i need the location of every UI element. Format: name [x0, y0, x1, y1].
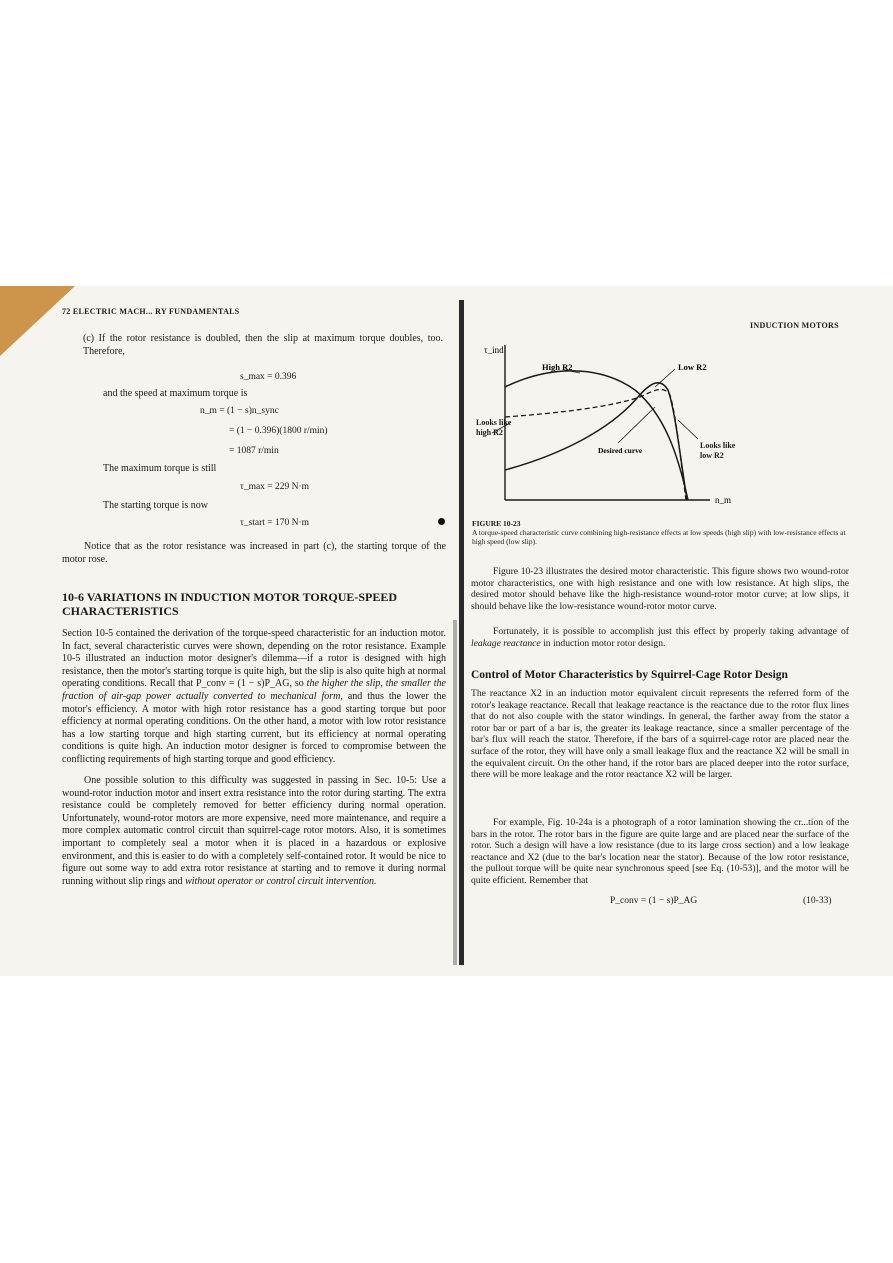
x-axis-label: n_m	[715, 495, 732, 505]
left-running-head: 72 ELECTRIC MACH... RY FUNDAMENTALS	[62, 307, 240, 316]
section-paragraph-1	[62, 628, 446, 767]
right-paragraph-4: For example, Fig. 10-24a is a photograph of a rotor lamination showing the cr...tion of the bars in the rotor. The rotor bars in the figure are quite large and are placed near the surface of the rotor. Such a design will have a low resistance (due to its large cross section) and a low leakage reactance and X2 (due to the bar's location near the stator). Because of the low rotor resistance, the pullout torque will be quite near synchronous speed [see Eq. (10-53)], and the motor will be quite efficient. Remember that	[471, 817, 849, 886]
right-subheading: Control of Motor Characteristics by Squirrel-Cage Rotor Design	[471, 669, 788, 681]
para1-italic: the higher the slip, the smaller the fraction of air-gap power actually converted to mechanical form,	[62, 678, 446, 702]
eq-smax: s_max = 0.396	[240, 372, 297, 382]
label-looks-like-high: Looks like high R2	[476, 418, 512, 437]
para2-italic: without operator or control circuit intervention.	[185, 875, 377, 887]
eq-pconv: P_conv = (1 − s)P_AG	[610, 896, 698, 906]
figure-caption	[472, 519, 852, 546]
figure-caption-text: A torque-speed characteristic curve combining high-resistance effects at low speeds (high slip) with low-resistance effects at high speed (low slip).	[472, 528, 846, 546]
high-r2-curve	[505, 371, 688, 500]
para1-text-b: and thus the lower the motor's efficiency. A motor with high rotor resistance has a good starting torque but poor efficiency at normal operating conditions. On the other hand, a motor with low rotor resistance has a low starting torque and high starting current, but its efficiency at normal operating conditions is quite high. An induction motor designer is forced to compromise between the conflicting requirements of high starting torque and good efficiency.	[62, 690, 446, 765]
right-para2-text-b: in induction motor rotor design.	[540, 637, 666, 649]
right-paragraph-2	[471, 626, 849, 649]
speed-intro: and the speed at maximum torque is	[103, 388, 248, 399]
end-of-example-bullet	[438, 518, 445, 525]
right-para2-text-a: Fortunately, it is possible to accomplish just this effect by properly taking advantage of	[493, 626, 849, 637]
low-r2-leader	[655, 369, 675, 387]
book-gutter	[459, 300, 464, 965]
right-paragraph-1: Figure 10-23 illustrates the desired motor characteristic. This figure shows two wound-rotor motor characteristics, one with high resistance and one with low resistance. At high slips, the desired motor should behave like the high-resistance wound-rotor motor curve; at low slips, it should behave like the low-resistance wound-rotor motor curve.	[471, 566, 849, 612]
eq-nm-1: n_m = (1 − s)n_sync	[200, 406, 279, 416]
eq-number: (10-33)	[803, 896, 832, 906]
scan-corner-shadow	[0, 286, 75, 356]
label-low-r2: Low R2	[678, 362, 707, 372]
eq-tstart: τ_start = 170 N·m	[240, 518, 310, 528]
torque-intro: The maximum torque is still	[103, 463, 217, 474]
low-r2-curve	[505, 383, 687, 500]
eq-nm-3: = 1087 r/min	[229, 446, 279, 456]
eq-nm-2: = (1 − 0.396)(1800 r/min)	[229, 426, 328, 436]
para2-text-a: One possible solution to this difficulty was suggested in passing in Sec. 10-5: Use a wound-rotor induction motor and insert extra resistance into the rotor during starting. The extra resistance could be completely removed for better efficiency during normal operation. Unfortunately, wound-rotor motors are more expensive, need more maintenance, and require a more complex automatic control circuit than squirrel-cage rotor motors. Also, it is sometimes important to completely seal a motor when it is placed in a hazardous or explosive environment, and this is easier to do with a completely self-contained rotor. It would be nice to figure out some way to add extra rotor resistance at starting and to remove it during normal running without slip rings and	[62, 775, 446, 887]
right-running-head: INDUCTION MOTORS	[750, 321, 839, 330]
section-paragraph-2	[62, 775, 446, 888]
y-axis-label: τ_ind	[484, 345, 504, 355]
label-high-r2: High R2	[542, 362, 573, 372]
figure-caption-label: FIGURE 10-23	[472, 519, 521, 528]
right-paragraph-3: The reactance X2 in an induction motor equivalent circuit represents the referred form of the rotor's leakage reactance. Recall that leakage reactance is the reactance due to the rotor flux lines that do not also couple with the stator windings. In general, the farther away from the stator a rotor bar or part of a bar is, the greater its leakage reactance, since a smaller percentage of the bar's flux will reach the stator. Therefore, if the bars of a squirrel-cage rotor are placed near the surface of the rotor, they will have only a small leakage flux and the reactance X2 will be small in the equivalent circuit. On the other hand, if the rotor bars are placed deeper into the rotor surface, there will be more leakage and the rotor reactance X2 will be larger.	[471, 688, 849, 781]
start-intro: The starting torque is now	[103, 500, 208, 511]
right-para2-italic: leakage reactance	[471, 637, 541, 649]
desired-curve	[505, 389, 686, 500]
para1-text-a: Section 10-5 contained the derivation of the torque-speed characteristic for an induction motor. In fact, several characteristic curves were shown, depending on the rotor resistance. Example 10-5 illustrated an induction motor designer's dilemma—if a rotor is designed with high resistance, then the motor's starting torque is quite high, but the slip is also quite high at normal operating conditions. Recall that P_conv = (1 − s)P_AG, so	[62, 628, 446, 690]
section-heading: 10-6 VARIATIONS IN INDUCTION MOTOR TORQUE-SPEED CHARACTERISTICS	[62, 590, 398, 618]
notice-paragraph: Notice that as the rotor resistance was increased in part (c), the starting torque of the motor rose.	[62, 541, 446, 565]
label-desired: Desired curve	[598, 446, 643, 455]
label-looks-like-low: Looks like low R2	[700, 441, 736, 460]
torque-speed-figure	[470, 335, 860, 515]
looks-like-low-leader	[678, 420, 698, 439]
book-gutter-shadow	[453, 620, 457, 965]
item-c-text: (c) If the rotor resistance is doubled, then the slip at maximum torque doubles, too. Therefore,	[83, 333, 443, 357]
eq-tmax: τ_max = 229 N·m	[240, 482, 310, 492]
